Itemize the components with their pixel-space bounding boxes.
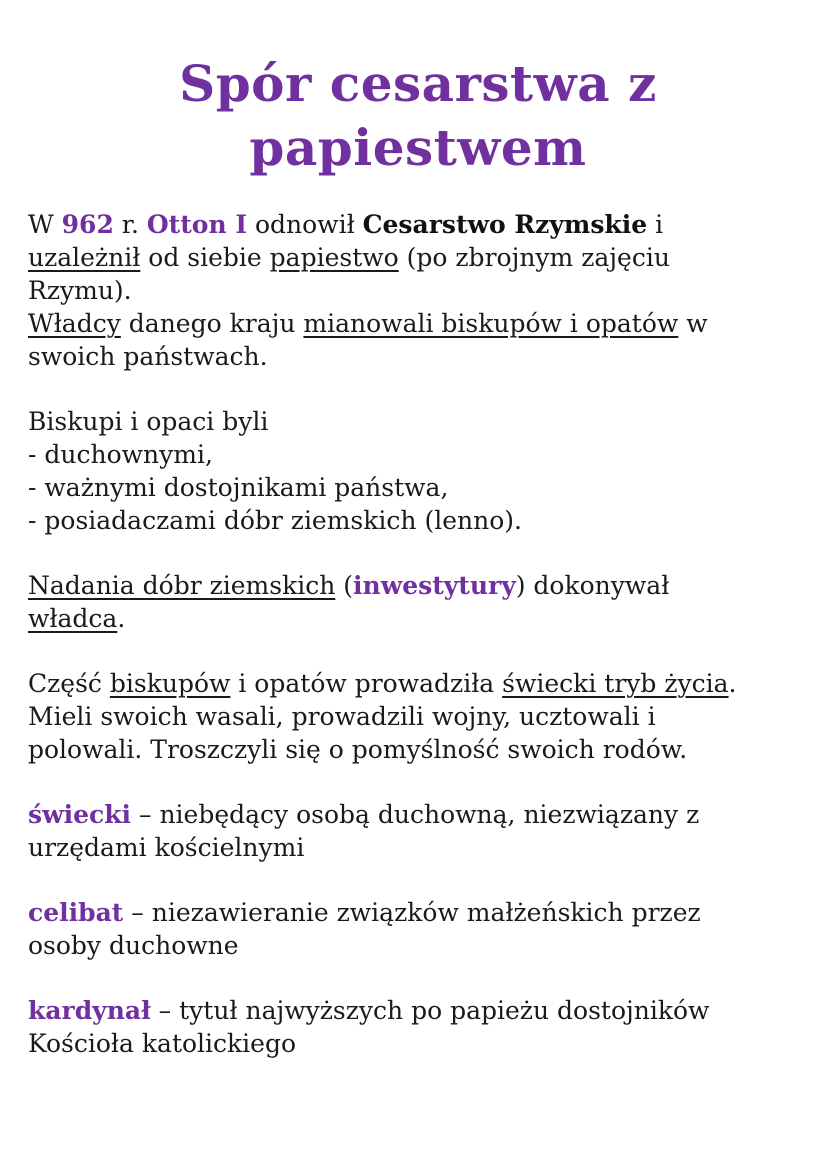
- text: W: [28, 210, 62, 239]
- title-line-1: Spór cesarstwa z: [179, 54, 657, 113]
- text: .: [117, 604, 126, 633]
- text: danego kraju: [120, 309, 304, 338]
- text-line: [28, 241, 808, 274]
- definition-celibacy: [28, 896, 808, 962]
- text: (: [335, 571, 354, 600]
- term-secular-life: świecki tryb życia: [502, 669, 729, 698]
- paragraph-bishops: [28, 405, 808, 537]
- text: Część: [28, 669, 110, 698]
- text-line: [28, 208, 808, 241]
- definition-text: – niezawieranie związków małżeńskich przez: [123, 898, 701, 927]
- term-appointed: mianowali biskupów i opatów: [303, 309, 679, 338]
- term-rulers: Władcy: [28, 309, 121, 338]
- text-line: swoich państwach.: [28, 342, 268, 371]
- text-line: [28, 896, 808, 929]
- title-line-2: papiestwem: [249, 118, 587, 177]
- term-land-grants: Nadania dóbr ziemskich: [28, 571, 336, 600]
- definition-text: – niebędący osobą duchowną, niezwiązany z: [131, 800, 700, 829]
- paragraph-empire: [28, 208, 808, 373]
- text-line: Rzymu).: [28, 276, 132, 305]
- definition-term: kardynał: [28, 996, 151, 1025]
- list-intro: Biskupi i opaci byli: [28, 407, 269, 436]
- definition-term: celibat: [28, 898, 124, 927]
- definition-cardinal: [28, 994, 808, 1060]
- definition-text: osoby duchowne: [28, 931, 239, 960]
- holy-roman-empire: Cesarstwo Rzymskie: [362, 210, 648, 239]
- text-line: [28, 798, 808, 831]
- text-line: [28, 602, 808, 635]
- term-subjugated: uzależnił: [28, 243, 141, 272]
- text-line: polowali. Troszczyli się o pomyślność swoich rodów.: [28, 735, 688, 764]
- term-papacy: papiestwo: [269, 243, 399, 272]
- year-962: 962: [61, 210, 114, 239]
- paragraph-secular-life: [28, 667, 808, 766]
- text: ) dokonywał: [515, 571, 670, 600]
- list-item: - posiadaczami dóbr ziemskich (lenno).: [28, 506, 522, 535]
- text-line: [28, 994, 808, 1027]
- page-title: [28, 52, 808, 180]
- text-line: [28, 667, 808, 700]
- text-line: [28, 307, 808, 340]
- paragraph-investiture: [28, 569, 808, 635]
- text: i opatów prowadziła: [230, 669, 503, 698]
- text-line: Mieli swoich wasali, prowadzili wojny, ucztowali i: [28, 702, 656, 731]
- definition-text: urzędami kościelnymi: [28, 833, 305, 862]
- document-page: [28, 52, 808, 1092]
- text: od siebie: [140, 243, 270, 272]
- text: w: [678, 309, 708, 338]
- text: (po zbrojnym zajęciu: [398, 243, 670, 272]
- text: r.: [113, 210, 147, 239]
- term-ruler: władca: [28, 604, 118, 633]
- ruler-otto: Otton I: [146, 210, 248, 239]
- definition-text: – tytuł najwyższych po papieżu dostojników: [150, 996, 710, 1025]
- text: i: [647, 210, 664, 239]
- text: .: [728, 669, 737, 698]
- text-line: [28, 569, 808, 602]
- text: odnowił: [247, 210, 363, 239]
- definition-term: świecki: [28, 800, 132, 829]
- term-investiture: inwestytury: [353, 571, 516, 600]
- list-item: - ważnymi dostojnikami państwa,: [28, 473, 449, 502]
- term-bishops: biskupów: [109, 669, 231, 698]
- definition-text: Kościoła katolickiego: [28, 1029, 297, 1058]
- definition-secular: [28, 798, 808, 864]
- list-item: - duchownymi,: [28, 440, 213, 469]
